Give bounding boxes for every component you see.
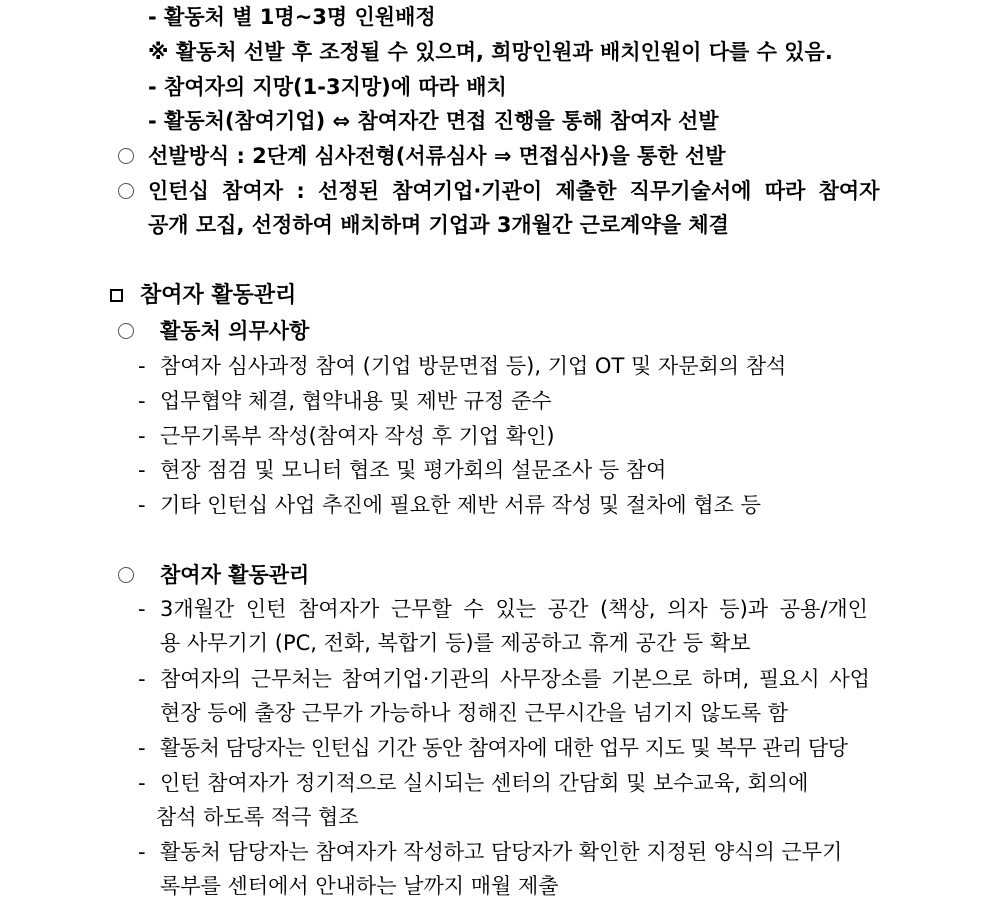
dash-marker: - xyxy=(138,840,146,864)
activity-management-title: 참여자 활동관리 xyxy=(160,563,310,587)
circle-bullet-icon xyxy=(118,148,134,164)
dash-marker: - xyxy=(138,424,146,448)
activity-item-line: 록부를 센터에서 안내하는 날까지 매월 제출 xyxy=(160,874,559,898)
dash-marker: - xyxy=(138,736,146,760)
activity-item-line: 3개월간 인턴 참여자가 근무할 수 있는 공간 (책상, 의자 등)과 공용/개인 xyxy=(160,597,868,621)
placement-note-text: 활동처 선발 후 조정될 수 있으며, 희망인원과 배치인원이 다를 수 있음. xyxy=(175,40,833,64)
dash-marker: - xyxy=(138,597,146,621)
circle-bullet-icon xyxy=(118,323,134,339)
intern-participant-text: 인턴십 참여자 : 선정된 참여기업·기관이 제출한 직무기술서에 따라 참여자 xyxy=(148,179,880,203)
obligations-title: 활동처 의무사항 xyxy=(160,319,310,343)
intern-participant-line2: 공개 모집, 선정하여 배치하며 기업과 3개월간 근로계약을 체결 xyxy=(148,213,729,237)
obligation-item: 근무기록부 작성(참여자 작성 후 기업 확인) xyxy=(160,424,555,448)
activity-item-line: 인턴 참여자가 정기적으로 실시되는 센터의 간담회 및 보수교육, 회의에 xyxy=(160,771,809,795)
dash-marker: - xyxy=(138,667,146,691)
selection-method: 선발방식 : 2단계 심사전형(서류심사 ⇒ 면접심사)을 통한 선발 xyxy=(148,144,726,168)
activity-item-line: 활동처 담당자는 인턴십 기간 동안 참여자에 대한 업무 지도 및 복무 관리 담당 xyxy=(160,736,848,760)
activity-item-line: 현장 등에 출장 근무가 가능하나 정해진 근무시간을 넘기지 않도록 함 xyxy=(160,701,789,725)
obligation-item: 참여자 심사과정 참여 (기업 방문면접 등), 기업 OT 및 자문회의 참석 xyxy=(160,354,787,378)
dash-marker: - xyxy=(138,458,146,482)
dash-marker: - xyxy=(138,493,146,517)
placement-item xyxy=(148,2,436,32)
placement-text: 참여자의 지망(1-3지망)에 따라 배치 xyxy=(164,75,507,99)
dash-marker: - xyxy=(148,109,157,133)
placement-note xyxy=(148,37,833,67)
dash-marker: - xyxy=(138,771,146,795)
activity-item-line: 참여자의 근무처는 참여기업·기관의 사무장소를 기본으로 하며, 필요시 사업 xyxy=(160,667,870,691)
reference-mark: ※ xyxy=(148,40,169,64)
section-title: 참여자 활동관리 xyxy=(140,283,297,308)
placement-item xyxy=(148,72,507,102)
obligation-item: 기타 인턴십 사업 추진에 필요한 제반 서류 작성 및 절차에 협조 등 xyxy=(160,493,761,517)
obligation-item: 현장 점검 및 모니터 협조 및 평가회의 설문조사 등 참여 xyxy=(160,458,667,482)
placement-text: 활동처(참여기업) ⇔ 참여자간 면접 진행을 통해 참여자 선발 xyxy=(164,109,719,133)
dash-marker: - xyxy=(148,75,157,99)
placement-text: 활동처 별 1명~3명 인원배정 xyxy=(164,5,436,29)
activity-item-line: 활동처 담당자는 참여자가 작성하고 담당자가 확인한 지정된 양식의 근무기 xyxy=(160,840,843,864)
dash-marker: - xyxy=(148,5,157,29)
placement-item xyxy=(148,106,719,136)
dash-marker: - xyxy=(138,354,146,378)
dash-marker: - xyxy=(138,389,146,413)
square-bullet-icon xyxy=(110,289,123,302)
circle-bullet-icon xyxy=(118,183,134,199)
activity-item-line: 참석 하도록 적극 협조 xyxy=(156,805,359,829)
intern-participant-line1 xyxy=(148,176,896,206)
activity-item-line: 용 사무기기 (PC, 전화, 복합기 등)를 제공하고 휴게 공간 등 확보 xyxy=(160,631,751,655)
circle-bullet-icon xyxy=(118,567,134,583)
obligation-item: 업무협약 체결, 협약내용 및 제반 규정 준수 xyxy=(160,389,552,413)
